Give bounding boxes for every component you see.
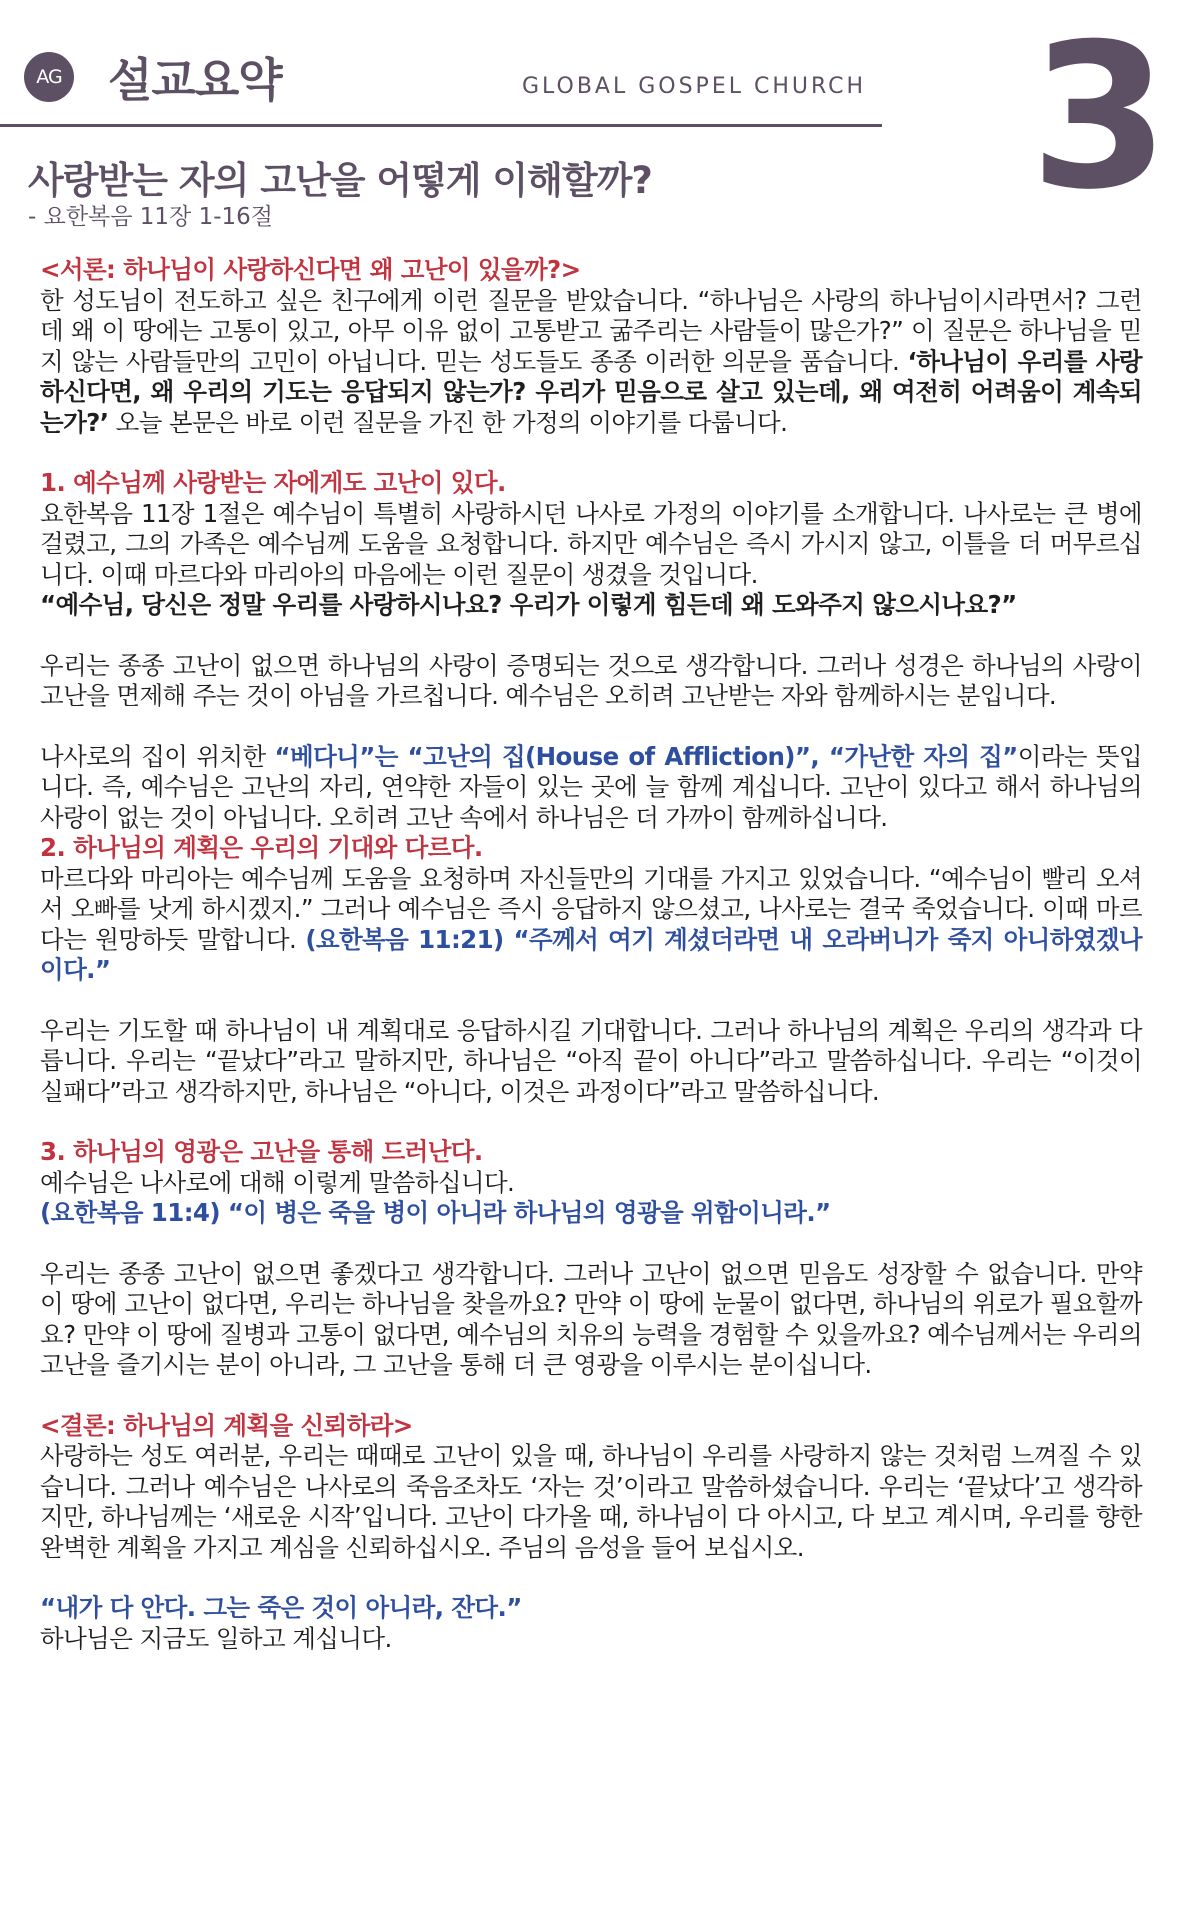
section2-scripture: (요한복음 11:21) “주께서 여기 계셨더라면 내 오라버니가 죽지 아니하였겠나이다.”: [40, 924, 1142, 984]
conclusion-paragraph: 사랑하는 성도 여러분, 우리는 때때로 고난이 있을 때, 하나님이 우리를 사랑하지 않는 것처럼 느껴질 수 있습니다. 그러나 예수님은 나사로의 죽음조차도 ‘자는 것’이라고 말씀하셨습니다. 우리는 ‘끝났다’고 생각하지만, 하나님께는 ‘새로운 시작’입니다. 고난이 다가올 때, 하나님이 다 아시고, 다 보고 계시며, 우리를 향한 완벽한 계획을 가지고 계심을 신뢰하십시오. 주님의 음성을 들어 보십시오.: [40, 1441, 1142, 1562]
section1-text-b: 이라는 뜻입니다. 즉, 예수님은 고난의 자리, 연약한 자들이 있는 곳에 늘 함께 계십니다. 고난이 있다고 해서 하나님의 사랑이 없는 것이 아닙니다. 오히려 고난 속에서 하나님은 더 가까이 함께하십니다.: [40, 741, 1142, 832]
closing-line: 하나님은 지금도 일하고 계십니다.: [40, 1623, 392, 1653]
spacer: [40, 1229, 1142, 1259]
section2-heading: 2. 하나님의 계획은 우리의 기대와 다르다.: [40, 833, 483, 862]
intro-text-b: 오늘 본문은 바로 이런 질문을 가진 한 가정의 이야기를 다룹니다.: [108, 407, 788, 437]
issue-number: 3: [1030, 1, 1170, 234]
section1-question: “예수님, 당신은 정말 우리를 사랑하시나요? 우리가 이렇게 힘든데 왜 도와주지 않으시나요?”: [40, 590, 1017, 619]
intro-paragraph: [40, 286, 1142, 439]
section3-scripture: (요한복음 11:4) “이 병은 죽을 병이 아니라 하나님의 영광을 위함이니라.”: [40, 1198, 831, 1227]
sermon-reference: - 요한복음 11장 1-16절: [28, 204, 274, 230]
spacer: [40, 986, 1142, 1016]
section3-paragraph-1: [40, 1168, 1142, 1229]
spacer: [40, 1563, 1142, 1593]
church-name: GLOBAL GOSPEL CHURCH: [522, 74, 867, 99]
section1-text: 요한복음 11장 1절은 예수님이 특별히 사랑하시던 나사로 가정의 이야기를 소개합니다. 나사로는 큰 병에 걸렸고, 그의 가족은 예수님께 도움을 요청합니다. 하지만 예수님은 즉시 가시지 않고, 이틀을 더 머무르십니다. 이때 마르다와 마리아의 마음에는 이런 질문이 생겼을 것입니다.: [40, 498, 1142, 589]
section1-text-a: 나사로의 집이 위치한: [40, 741, 275, 771]
intro-heading: <서론: 하나님이 사랑하신다면 왜 고난이 있을까?>: [40, 255, 581, 284]
spacer: [40, 438, 1142, 468]
bethany-meaning: “베다니”는 “고난의 집(House of Affliction)”, “가난한 자의 집”: [274, 741, 1018, 771]
section1-paragraph-1: [40, 499, 1142, 621]
section3-text: 예수님은 나사로에 대해 이렇게 말씀하십니다.: [40, 1167, 515, 1197]
section2-text: 마르다와 마리아는 예수님께 도움을 요청하며 자신들만의 기대를 가지고 있었습니다. “예수님이 빨리 오셔서 오빠를 낫게 하시겠지.” 그러나 예수님은 즉시 응답하지 않으셨고, 나사로는 결국 죽었습니다. 이때 마르다는 원망하듯 말합니다.: [40, 863, 1142, 954]
conclusion-heading: <결론: 하나님의 계획을 신뢰하라>: [40, 1410, 413, 1440]
intro-question: ‘하나님이 우리를 사랑하신다면, 왜 우리의 기도는 응답되지 않는가? 우리가 믿음으로 살고 있는데, 왜 여전히 어려움이 계속되는가?’: [40, 346, 1143, 437]
section1-paragraph-3: [40, 742, 1142, 834]
spacer: [40, 712, 1142, 742]
spacer: [40, 621, 1142, 651]
header-title: 설교요약: [108, 53, 282, 107]
section1-heading: 1. 예수님께 사랑받는 자에게도 고난이 있다.: [40, 468, 506, 497]
intro-text-a: 한 성도님이 전도하고 싶은 친구에게 이런 질문을 받았습니다. “하나님은 사랑의 하나님이시라면서? 그런데 왜 이 땅에는 고통이 있고, 아무 이유 없이 고통받고 굶주리는 사람들이 많은가?” 이 질문은 하나님을 믿지 않는 사람들만의 고민이 아닙니다. 믿는 성도들도 종종 이러한 의문을 품습니다.: [40, 285, 1142, 376]
section2-paragraph-1: [40, 864, 1142, 986]
header-divider: [0, 124, 882, 127]
sermon-body: [40, 255, 1142, 1654]
section1-paragraph-2: 우리는 종종 고난이 없으면 하나님의 사랑이 증명되는 것으로 생각합니다. 그러나 성경은 하나님의 사랑이 고난을 면제해 주는 것이 아님을 가르칩니다. 예수님은 오히려 고난받는 자와 함께하시는 분입니다.: [40, 650, 1142, 710]
section2-paragraph-2: 우리는 기도할 때 하나님이 내 계획대로 응답하시길 기대합니다. 그러나 하나님의 계획은 우리의 생각과 다릅니다. 우리는 “끝났다”라고 말하지만, 하나님은 “아직 끝이 아니다”라고 말씀하십니다. 우리는 “이것이 실패다”라고 생각하지만, 하나님은 “아니다, 이것은 과정이다”라고 말씀하십니다.: [40, 1015, 1142, 1106]
church-logo-icon: AG: [24, 52, 74, 102]
sermon-title: 사랑받는 자의 고난을 어떻게 이해할까?: [28, 159, 652, 202]
spacer: [40, 1381, 1142, 1411]
spacer: [40, 1107, 1142, 1137]
closing-quote: “내가 다 안다. 그는 죽은 것이 아니라, 잔다.”: [40, 1593, 522, 1622]
section3-heading: 3. 하나님의 영광은 고난을 통해 드러난다.: [40, 1137, 483, 1166]
section3-paragraph-2: 우리는 종종 고난이 없으면 좋겠다고 생각합니다. 그러나 고난이 없으면 믿음도 성장할 수 없습니다. 만약 이 땅에 고난이 없다면, 우리는 하나님을 찾을까요? 만약 이 땅에 눈물이 없다면, 하나님의 위로가 필요할까요? 만약 이 땅에 질병과 고통이 없다면, 예수님의 치유의 능력을 경험할 수 있을까요? 예수님께서는 우리의 고난을 즐기시는 분이 아니라, 그 고난을 통해 더 큰 영광을 이루시는 분이십니다.: [40, 1258, 1142, 1379]
header: [0, 0, 1181, 234]
